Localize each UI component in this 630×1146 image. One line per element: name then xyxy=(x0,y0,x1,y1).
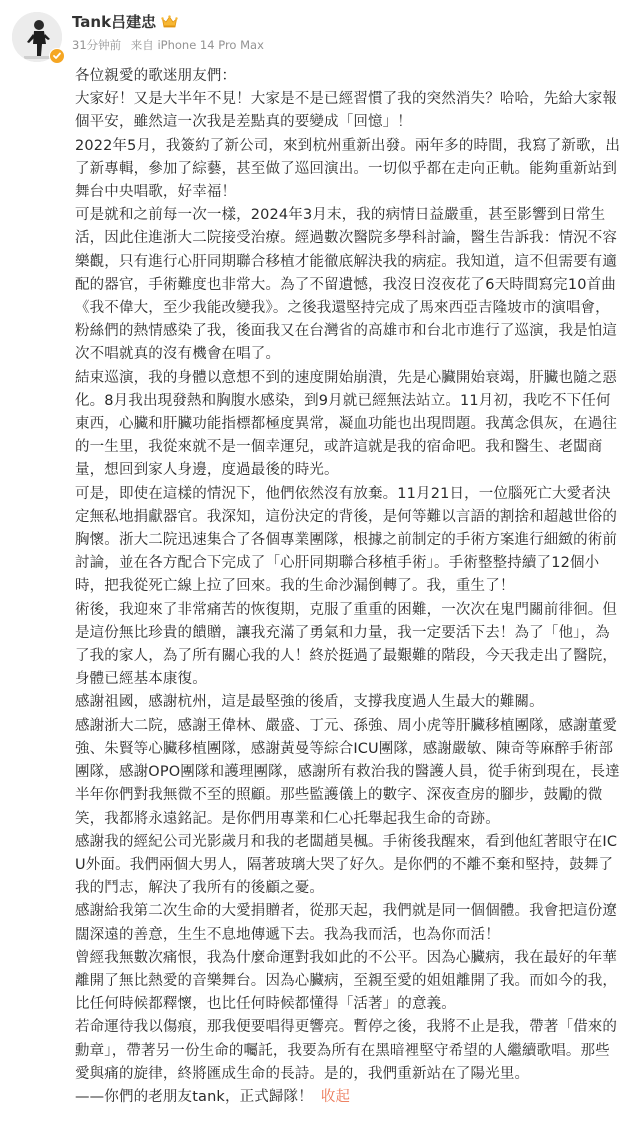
name-row xyxy=(72,11,178,31)
verified-badge-icon xyxy=(49,48,65,64)
post-paragraph: 可是就和之前每一次一樣，2024年3月末，我的病情日益嚴重，甚至影響到日常生活，因此住進浙大二院接受治療。經過數次醫院多學科討論，醫生告訴我：情況不容樂觀，只有進行心肝同期聯合移植才能徹底解決我的病症。我知道，這不但需要有適配的器官，手術難度也非常大。為了不留遺憾，我沒日沒夜花了6天時間寫完10首曲《我不偉大，至少我能改變我》。之後我還堅持完成了馬來西亞吉隆坡市的演唱會，粉絲們的熱情感染了我，後面我又在台灣省的高雄市和台北市進行了巡演，我是怕這次不唱就真的沒有機會在唱了。 xyxy=(75,207,618,363)
post-paragraph: 術後，我迎來了非常痛苦的恢復期，克服了重重的困難，一次次在鬼門關前徘徊。但是這份無比珍貴的饋贈，讓我充滿了勇氣和力量，我一定要活下去！為了「他」，為了我的家人，為了所有關心我的人！終於挺過了最艱難的階段，今天我走出了醫院，身體已經基本康復。 xyxy=(75,601,618,688)
username[interactable]: Tank吕建忠 xyxy=(72,12,157,31)
post-paragraph: 感謝給我第二次生命的大愛捐贈者，從那天起，我們就是同一個個體。我會把這份遼闊深遠的善意，生生不息地傳遞下去。我為我而活，也為你而活！ xyxy=(75,903,618,943)
post-header xyxy=(0,0,630,62)
post-paragraph: 感謝浙大二院，感謝王偉林、嚴盛、丁元、孫強、周小虎等肝臟移植團隊，感謝董愛強、朱賢等心臟移植團隊，感謝黃曼等綜合ICU團隊，感謝嚴敏、陳奇等麻醉手術部團隊，感謝OPO團隊和護理團隊，感謝所有救治我的醫護人員，從手術到現在，長達半年你們對我無微不至的照顧。那些監護儀上的數字、深夜查房的腳步，鼓勵的微笑，我都將永遠銘記。是你們用專業和仁心托舉起我生命的奇跡。 xyxy=(75,717,620,827)
post-greeting: 各位親愛的歌迷朋友們： xyxy=(75,68,237,84)
post-paragraph: 大家好！又是大半年不見！大家是不是已經習慣了我的突然消失？哈哈，先給大家報個平安，雖然這一次我是差點真的要變成「回憶」！ xyxy=(75,91,618,131)
post-source: 来自 iPhone 14 Pro Max xyxy=(130,38,264,52)
post-signoff-line xyxy=(75,1086,622,1109)
crown-icon[interactable] xyxy=(161,14,178,28)
post-time[interactable]: 31分钟前 xyxy=(72,38,122,52)
post-paragraph: 結束巡演，我的身體以意想不到的速度開始崩潰，先是心臟開始衰竭，肝臟也隨之惡化。8月我出現發熱和胸腹水感染，到9月就已經無法站立。11月初，我吃不下任何東西，心臟和肝臟功能指標都極度異常，凝血功能也出現問題。我萬念俱灰，在過往的一生里，我從來就不是一個幸運兒，或許這就是我的宿命吧。我和醫生、老闆商量，想回到家人身邊，度過最後的時光。 xyxy=(75,369,618,479)
post-paragraph: 曾經我無數次痛恨，我為什麼命運對我如此的不公平。因為心臟病，我在最好的年華離開了無比熱愛的音樂舞台。因為心臟病，至親至愛的姐姐離開了我。而如今的我，比任何時候都釋懷，也比任何時候都懂得「活著」的意義。 xyxy=(75,949,618,1013)
post-paragraph: 可是，即使在這樣的情況下，他們依然沒有放棄。11月21日，一位腦死亡大愛者決定無私地捐獻器官。我深知，這份決定的背後，是何等難以言語的割捨和超越世俗的胸懷。浙大二院迅速集合了各個專業團隊，根據之前制定的手術方案進行細緻的術前討論，並在各方配合下完成了「心肝同期聯合移植手術」。手術整整持續了12個小時，把我從死亡線上拉了回來。我的生命沙漏倒轉了。我，重生了！ xyxy=(75,485,618,595)
collapse-link[interactable]: 收起 xyxy=(320,1088,351,1105)
post-paragraph: 感謝祖國，感謝杭州，這是最堅強的後盾，支撐我度過人生最大的難關。 xyxy=(75,694,544,711)
post-paragraph: 感謝我的經紀公司光影歲月和我的老闆趙昊楓。手術後我醒來，看到他紅著眼守在ICU外面。我們兩個大男人，隔著玻璃大哭了好久。是你們的不離不棄和堅持，鼓舞了我的鬥志，解決了我所有的後顧之憂。 xyxy=(75,833,618,897)
post-paragraph: 若命運待我以傷痕，那我便要唱得更響亮。暫停之後，我將不止是我，帶著「借來的勳章」，帶著另一份生命的囑託，我要為所有在黑暗裡堅守希望的人繼續歌唱。那些愛與痛的旋律，終將匯成生命的長詩。是的，我們重新站在了陽光里。 xyxy=(75,1019,618,1082)
post-signoff: ——你們的老朋友tank，正式歸隊！ xyxy=(75,1088,313,1105)
post-meta xyxy=(72,37,270,53)
post-paragraph: 2022年5月，我簽約了新公司，來到杭州重新出發。兩年多的時間，我寫了新歌，出了新專輯，參加了綜藝，甚至做了巡回演出。一切似乎都在走向正軌。能夠重新站到舞台中央唱歌，好幸福！ xyxy=(75,137,620,201)
post-body xyxy=(75,65,622,1109)
